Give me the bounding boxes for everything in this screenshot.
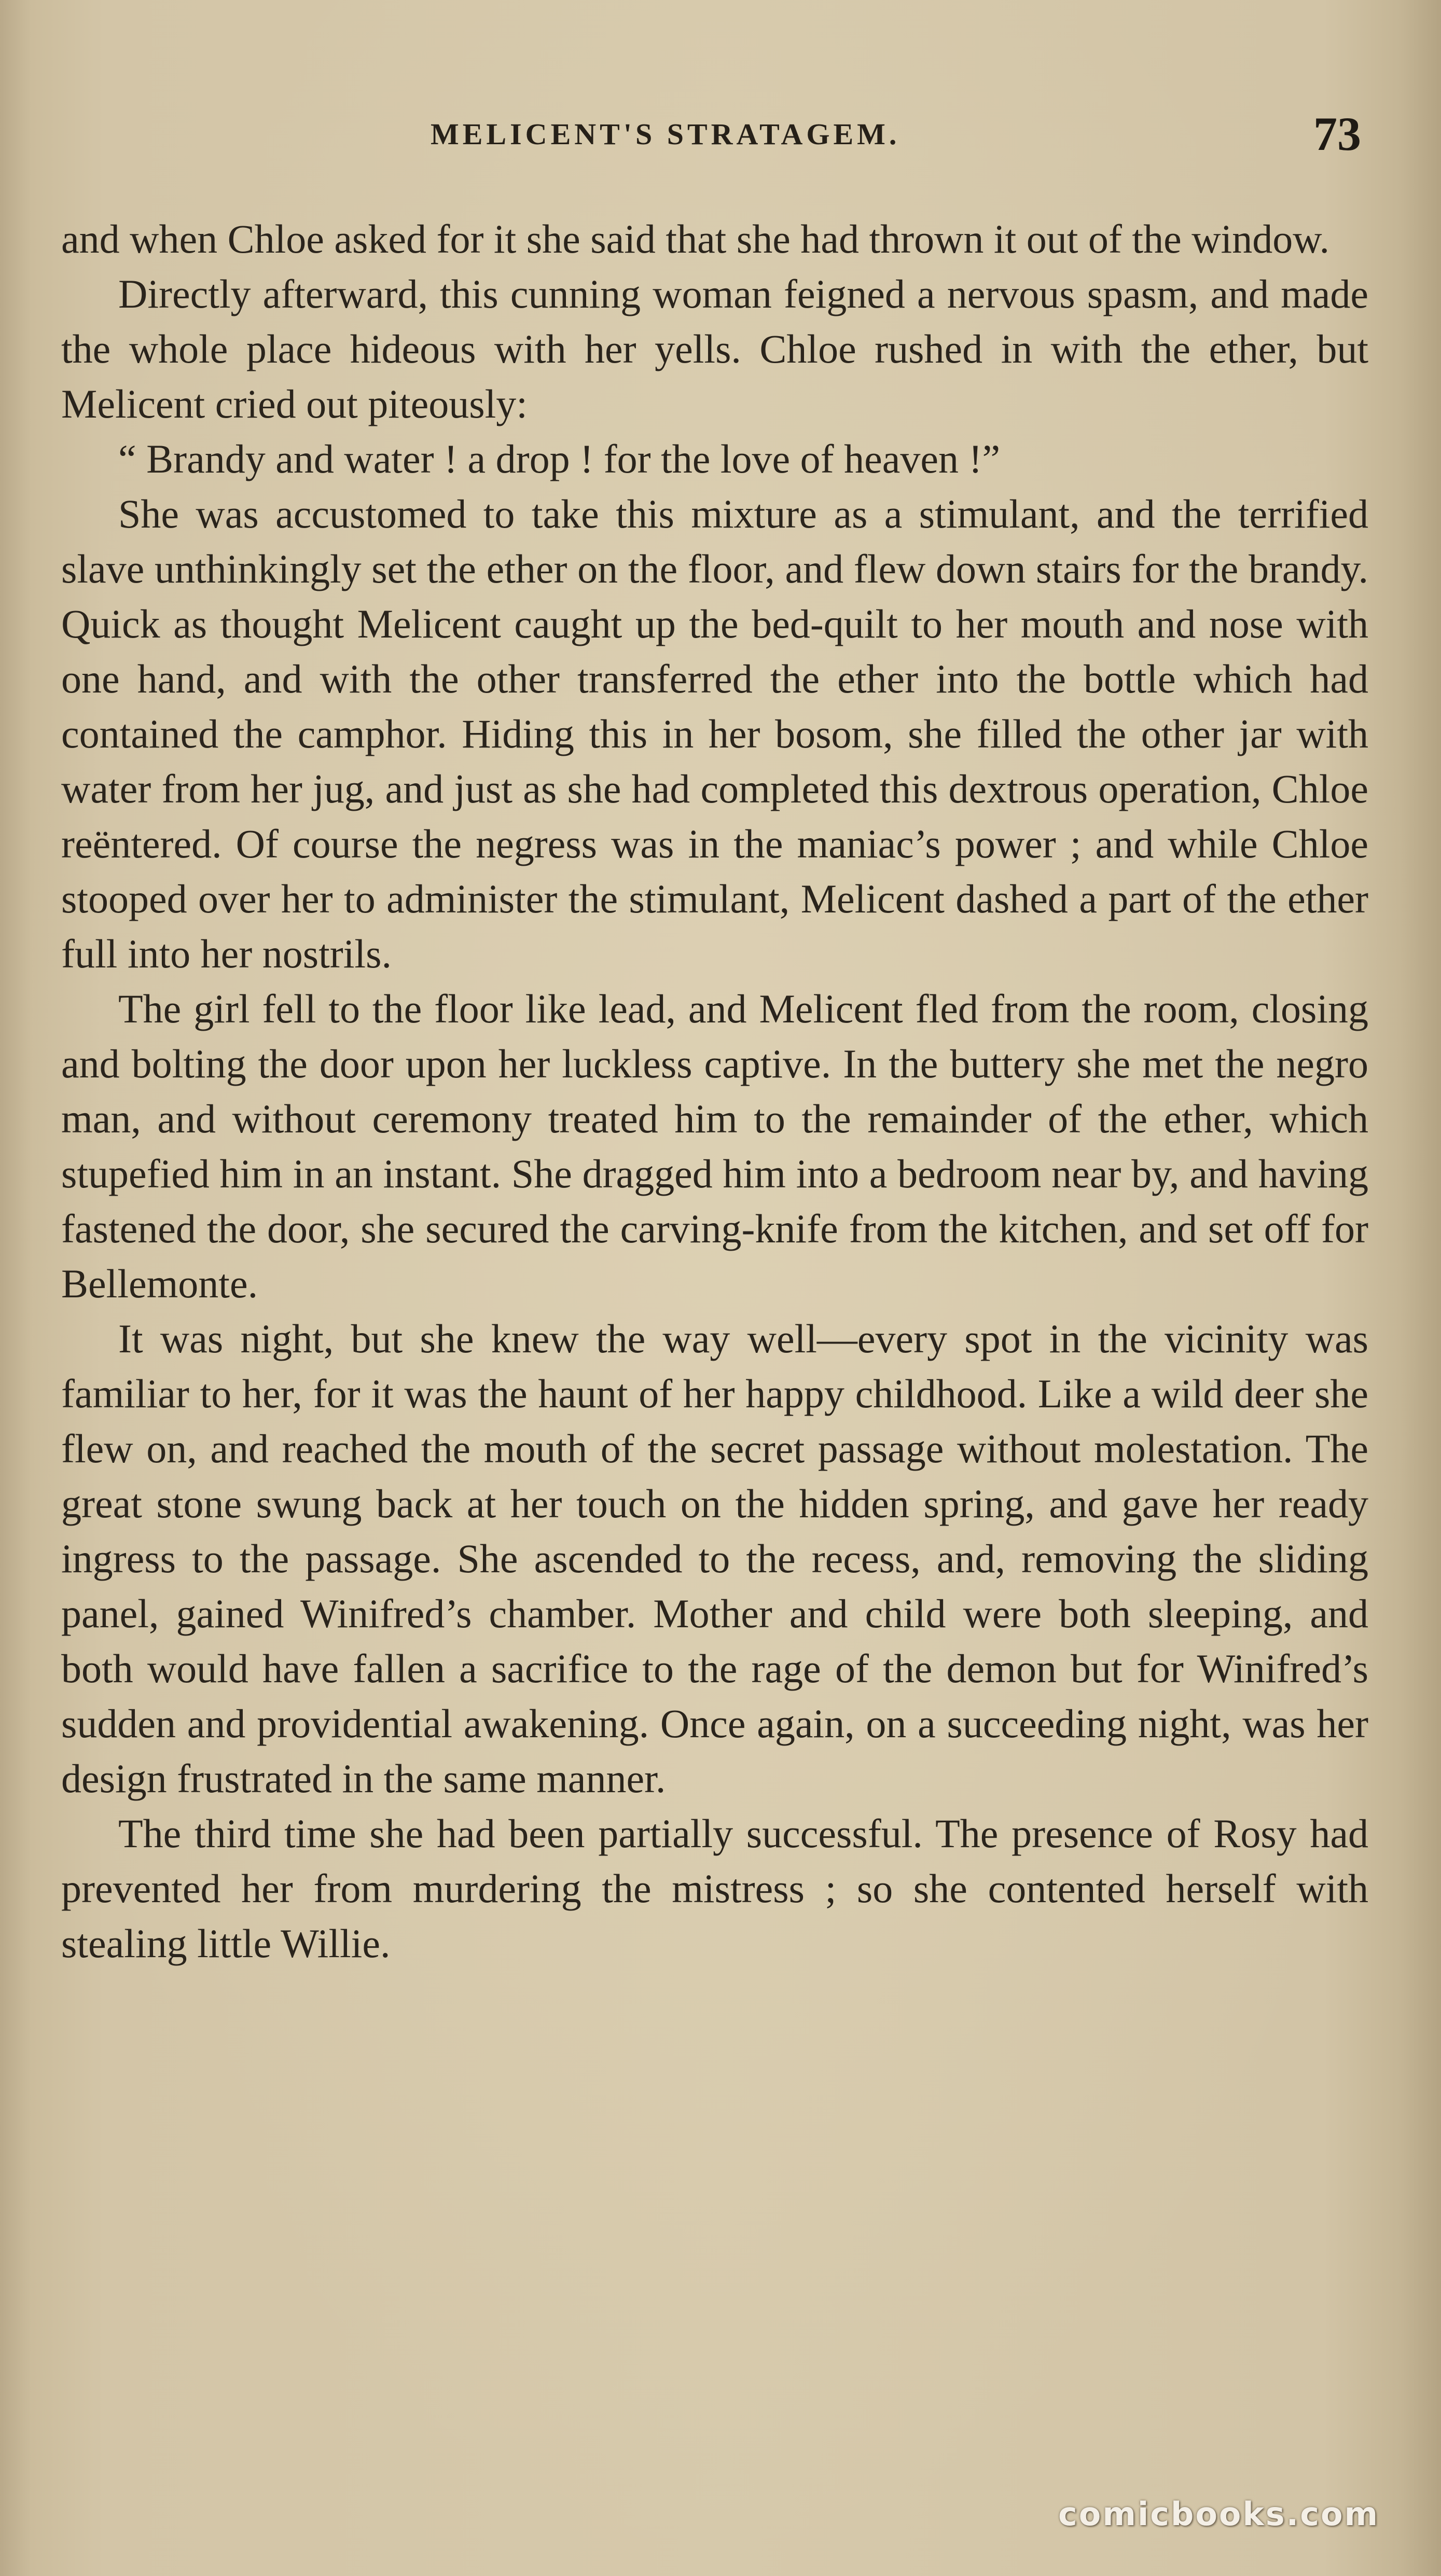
page-number: 73 <box>1313 107 1361 160</box>
running-title: MELICENT'S STRATAGEM. <box>431 117 900 151</box>
paragraph-6: It was night, but she knew the way well—every spot in the vicinity was familiar to her, for it was the haunt of her happy childhood. Like a wild deer she flew on, and reached the mouth of the secret passage without molestation. The great stone swung back at her touch on the hidden spring, and gave her ready ingress to the passage. She ascended to the recess, and, removing the sliding panel, gained Winifred’s chamber. Mother and child were both sleeping, and both would have fallen a sacrifice to the rage of the demon but for Winifred’s sudden and providential awakening. Once again, on a succeeding night, was her design frustrated in the same manner. <box>61 1316 1368 1801</box>
paragraph-3: “ Brandy and water ! a drop ! for the love of heaven !” <box>118 436 1001 481</box>
paragraph-7: The third time she had been partially successful. The presence of Rosy had prevented her from murdering the mistress ; so she contented herself with stealing little Willie. <box>61 1811 1368 1966</box>
running-head <box>0 106 1441 163</box>
paragraph-1: and when Chloe asked for it she said that she had thrown it out of the window. <box>61 216 1329 261</box>
paragraph-2: Directly afterward, this cunning woman feigned a nervous spasm, and made the whole place hideous with her yells. Chloe rushed in with the ether, but Melicent cried out piteously: <box>61 271 1368 426</box>
body-text <box>61 212 1368 1971</box>
paragraph-4: She was accustomed to take this mixture as a stimulant, and the terrified slave unthinkingly set the ether on the floor, and flew down stairs for the brandy. Quick as thought Melicent caught up the bed-quilt to her mouth and nose with one hand, and with the other transferred the ether into the bottle which had contained the camphor. Hiding this in her bosom, she filled the other jar with water from her jug, and just as she had completed this dextrous operation, Chloe reëntered. Of course the negress was in the maniac’s power ; and while Chloe stooped over her to administer the stimulant, Melicent dashed a part of the ether full into her nostrils. <box>61 491 1368 976</box>
paragraph-5: The girl fell to the floor like lead, and Melicent fled from the room, closing and bolting the door upon her luckless captive. In the buttery she met the negro man, and without ceremony treated him to the remainder of the ether, which stupefied him in an instant. She dragged him into a bedroom near by, and having fastened the door, she secured the carving-knife from the kitchen, and set off for Bellemonte. <box>61 986 1368 1306</box>
watermark: comicbooks.com <box>1058 2495 1380 2533</box>
